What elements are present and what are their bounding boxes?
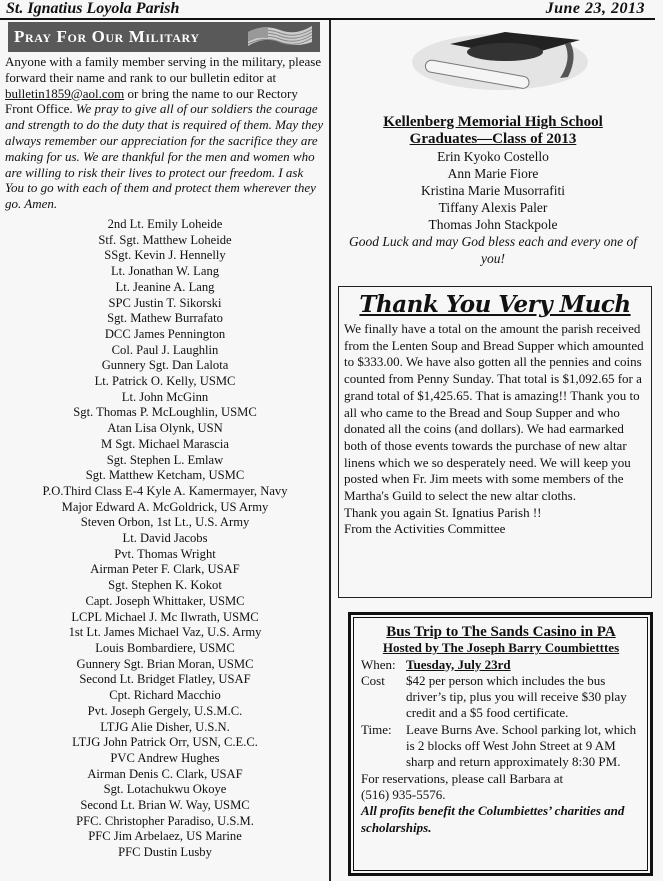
time-label: Time: [361, 721, 392, 737]
military-name: Louis Bombardiere, USMC [95, 640, 235, 655]
bus-cost-row [361, 673, 641, 722]
military-name: LTJG Alie Disher, U.S.N. [100, 719, 230, 734]
graduate-name: Ann Marie Fiore [447, 166, 539, 181]
military-name: LCPL Michael J. Mc Ilwrath, USMC [71, 609, 259, 624]
military-name: SPC Justin T. Sikorski [108, 295, 222, 310]
graduates-class: Graduates—Class of 2013 [409, 131, 577, 147]
intro-text-2: or bring the name to our Rectory Front Office. [5, 85, 298, 117]
time-value: Leave Burns Ave. School parking lot, which is 2 blocks off West John Street at 9 AM sharp and return approximately 8:30 PM. [406, 721, 637, 770]
military-name: Capt. Joseph Whittaker, USMC [85, 593, 245, 608]
military-prayer: We pray to give all of our soldiers the courage and strength to do the duty that is required of them. May they always remember our appreciation for the sacrifice they are making for us. We are thankful for the men and women who are willing to risk their lives to protect our freedom. I ask You to go with each of them and protect them wherever they go. Amen. [5, 101, 324, 212]
military-name: PFC Dustin Lusby [118, 845, 212, 860]
military-name: LTJG John Patrick Orr, USN, C.E.C. [72, 735, 258, 750]
thank-you-text: We finally have a total on the amount the parish received from the Lenten Soup and Bread Supper which amounted to $333.00. We have also gotten all the pennies and coins counted from Penny Sunday. That total is $1,092.65 for a grand total of $1,425.65. That is amazing!! Thank you to all who came to the Bread and Soup Supper and who donated all the coins (and dollars). We had earmarked both of those events towards the purchase of new altar linens which we so desperately need. We will keep you posted when Fr. Jim meets with some members of the Martha's Guild to select the new altar cloths. [344, 321, 644, 504]
military-name: Sgt. Matthew Ketcham, USMC [85, 468, 245, 483]
military-name: Lt. Patrick O. Kelly, USMC [94, 374, 236, 389]
when-label: When: [361, 656, 396, 672]
military-name: Stf. Sgt. Matthew Loheide [98, 232, 232, 247]
thank-you-closing: Thank you again St. Ignatius Parish !! [344, 504, 542, 520]
military-name: Sgt. Thomas P. McLoughlin, USMC [73, 405, 257, 420]
graduate-name: Erin Kyoko Costello [437, 149, 549, 164]
intro-text: Anyone with a family member serving in the military, please forward their name and rank to our bulletin editor at [5, 54, 322, 85]
military-name: 1st Lt. James Michael Vaz, U.S. Army [68, 625, 262, 640]
military-name: PFC Jim Arbelaez, US Marine [88, 829, 242, 844]
military-name: Sgt. Lotachukwu Okoye [103, 782, 227, 797]
military-name: Pvt. Thomas Wright [114, 546, 216, 561]
graduates-section [338, 114, 648, 267]
military-title: Pray For Our Military [14, 27, 200, 46]
military-name: PVC Andrew Hughes [110, 750, 220, 765]
military-name: Cpt. Richard Macchio [109, 688, 221, 703]
military-name: Lt. John McGinn [121, 389, 209, 404]
american-flag-icon [246, 24, 314, 50]
graduates-wish: Good Luck and may God bless each and every one of you! [349, 234, 637, 266]
military-name: Lt. David Jacobs [122, 531, 208, 546]
thank-you-box [338, 286, 652, 598]
bus-trip-host: Hosted by The Joseph Barry Coumbietttes [382, 640, 620, 656]
military-name: Lt. Jeanine A. Lang [115, 279, 215, 294]
military-name: Gunnery Sgt. Dan Lalota [101, 358, 229, 373]
parish-name: St. Ignatius Loyola Parish [6, 0, 180, 17]
military-name: Col. Paul J. Laughlin [111, 342, 219, 357]
when-value: Tuesday, July 23rd [406, 656, 511, 672]
cost-label: Cost [361, 672, 385, 688]
military-name: Second Lt. Brian W. Way, USMC [80, 798, 250, 813]
military-name: Gunnery Sgt. Brian Moran, USMC [76, 656, 254, 671]
military-name: 2nd Lt. Emily Loheide [107, 217, 223, 231]
military-name: M Sgt. Michael Marascia [100, 436, 229, 451]
bus-reservations: For reservations, please call Barbara at (516) 935-5576. [361, 770, 564, 802]
military-name: DCC James Pennington [104, 326, 226, 341]
military-intro [5, 54, 325, 212]
bulletin-date: June 23, 2013 [545, 0, 645, 17]
column-divider [329, 20, 331, 881]
military-name: Sgt. Mathew Burrafato [107, 311, 223, 326]
editor-email-link[interactable]: bulletin1859@aol.com [5, 85, 125, 101]
military-name: P.O.Third Class E-4 Kyle A. Kamermayer, Navy [42, 483, 288, 498]
military-name: Sgt. Stephen L. Emlaw [106, 452, 224, 467]
thank-you-body [344, 321, 646, 538]
bus-time-row [361, 722, 641, 771]
graduate-name: Kristina Marie Musorrafiti [421, 183, 565, 198]
military-name: Major Edward A. McGoldrick, US Army [61, 499, 269, 514]
bus-trip-box [348, 612, 653, 876]
military-name: Pvt. Joseph Gergely, U.S.M.C. [87, 703, 243, 718]
graduate-name: Thomas John Stackpole [428, 217, 558, 232]
bus-trip-title: Bus Trip to The Sands Casino in PA [386, 624, 616, 640]
military-name: SSgt. Kevin J. Hennelly [104, 248, 226, 263]
military-name: Atan Lisa Olynk, USN [107, 421, 223, 436]
thank-you-title: Thank You Very Much [359, 291, 631, 318]
military-name: Second Lt. Bridget Flatley, USAF [79, 672, 251, 687]
military-name: Sgt. Stephen K. Kokot [108, 578, 222, 593]
graduates-list [338, 148, 648, 233]
military-name: PFC. Christopher Paradiso, U.S.M. [76, 813, 254, 828]
bus-footer: All profits benefit the Columbiettes’ charities and scholarships. [361, 803, 625, 835]
military-name: Steven Orbon, 1st Lt., U.S. Army [80, 515, 250, 530]
military-name: Airman Peter F. Clark, USAF [90, 562, 240, 577]
military-names-list [5, 217, 325, 861]
military-banner [8, 22, 320, 52]
bus-when-row [361, 657, 641, 673]
graduation-cap-icon [410, 22, 590, 92]
cost-value: $42 per person which includes the bus driver’s tip, plus you will receive $30 play credit and a $5 food certificate. [406, 672, 627, 721]
military-name: Lt. Jonathan W. Lang [110, 264, 220, 279]
graduates-school: Kellenberg Memorial High School [383, 114, 603, 130]
graduate-name: Tiffany Alexis Paler [438, 200, 548, 215]
military-name: Airman Denis C. Clark, USAF [87, 766, 243, 781]
thank-you-signature: From the Activities Committee [344, 521, 506, 537]
header-divider [0, 18, 655, 20]
